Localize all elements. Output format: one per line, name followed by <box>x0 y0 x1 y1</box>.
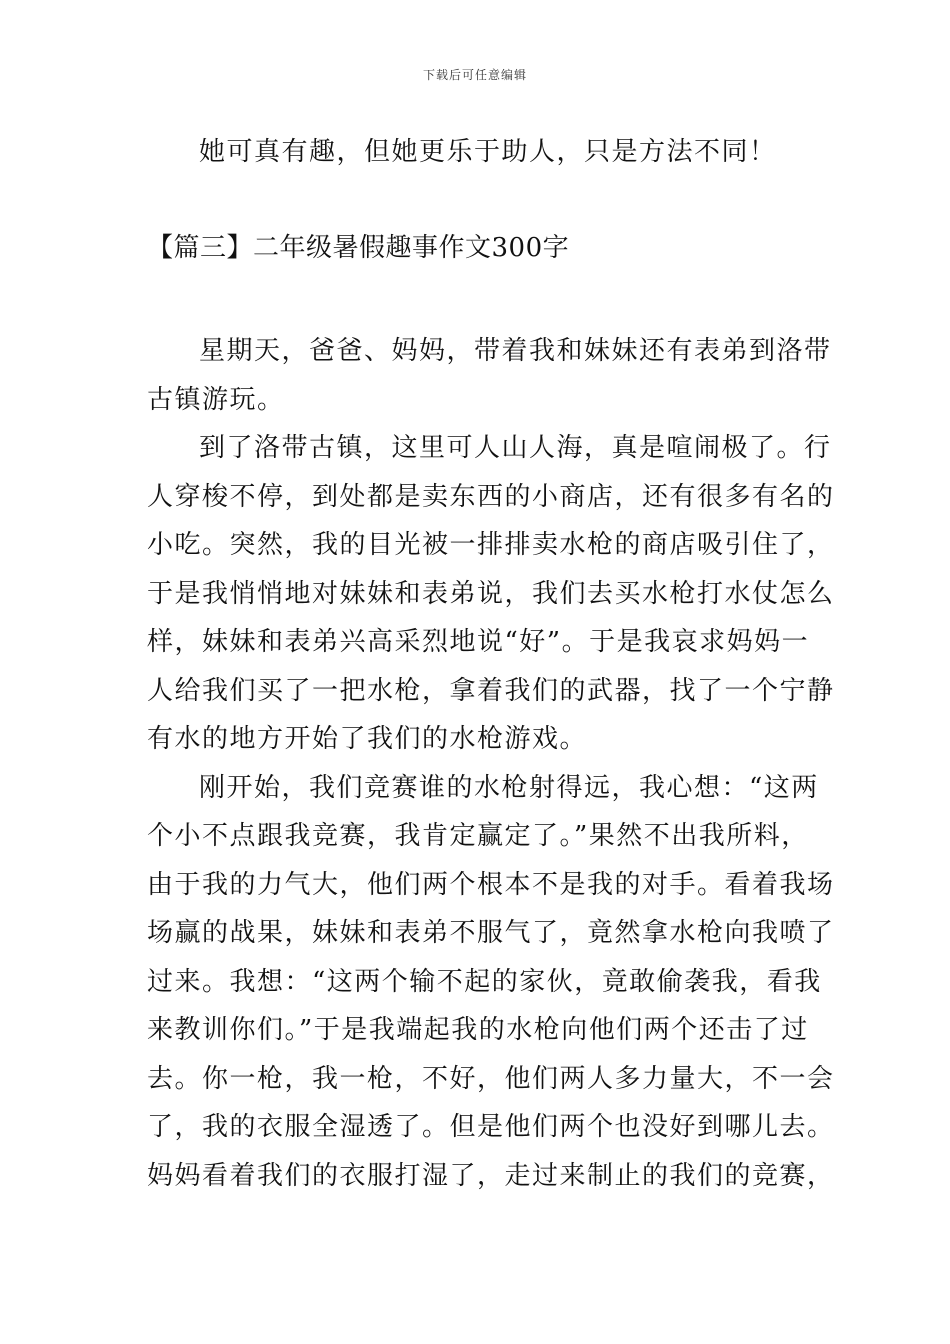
paragraph-line: 人穿梭不停，到处都是卖东西的小商店，还有很多有名的 <box>147 481 835 512</box>
paragraph-line: 去。你一枪，我一枪，不好，他们两人多力量大，不一会 <box>147 1063 835 1094</box>
paragraph-line: 妈妈看着我们的衣服打湿了，走过来制止的我们的竞赛， <box>147 1160 835 1191</box>
paragraph-line: 场赢的战果，妹妹和表弟不服气了，竟然拿水枪向我喷了 <box>147 918 835 948</box>
essay-body <box>147 327 835 1200</box>
paragraph-line: 她可真有趣，但她更乐于助人，只是方法不同！ <box>199 137 777 167</box>
paragraph-line: 来教训你们。”于是我端起我的水枪向他们两个还击了过 <box>147 1015 809 1045</box>
paragraph-line: 到了洛带古镇，这里可人山人海，真是喧闹极了。行 <box>199 433 832 463</box>
header-note: 下载后可任意编辑 <box>422 68 527 82</box>
paragraph-line: 个小不点跟我竞赛，我肯定赢定了。”果然不出我所料， <box>147 821 809 851</box>
paragraph-line: 古镇游玩。 <box>147 384 285 415</box>
paragraph-line: 过来。我想：“这两个输不起的家伙，竟敢偷袭我，看我 <box>147 966 822 997</box>
paragraph-line: 有水的地方开始了我们的水枪游戏。 <box>147 724 588 754</box>
paragraph-line: 小吃。突然，我的目光被一排排卖水枪的商店吸引住了， <box>147 530 835 560</box>
paragraph-line: 了，我的衣服全湿透了。但是他们两个也没好到哪儿去。 <box>147 1112 835 1142</box>
paragraph-line: 样，妹妹和表弟兴高采烈地说“好”。于是我哀求妈妈一 <box>147 627 810 657</box>
paragraph-line: 刚开始，我们竞赛谁的水枪射得远，我心想：“这两 <box>199 772 819 803</box>
paragraph-line: 人给我们买了一把水枪，拿着我们的武器，找了一个宁静 <box>147 675 835 706</box>
paragraph-line: 星期天，爸爸、妈妈，带着我和妹妹还有表弟到洛带 <box>199 336 832 366</box>
section-title: 【篇三】二年级暑假趣事作文300字 <box>147 233 570 263</box>
closing-paragraph <box>147 128 807 177</box>
paragraph-line: 于是我悄悄地对妹妹和表弟说，我们去买水枪打水仗怎么 <box>147 578 835 609</box>
paragraph-line: 由于我的力气大，他们两个根本不是我的对手。看着我场 <box>147 869 835 900</box>
